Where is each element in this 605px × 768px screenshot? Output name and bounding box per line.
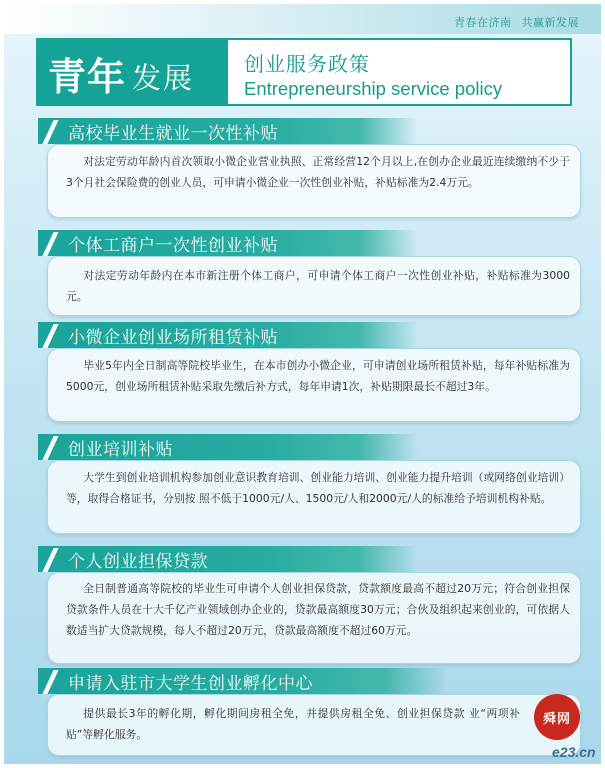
page-title-part-2: 发展	[132, 61, 195, 95]
section-6-title-bar	[38, 668, 448, 694]
header-title-block	[38, 40, 228, 104]
section-3-text: 毕业5年内全日制高等院校毕业生，在本市创办小微企业，可申请创业场所租赁补贴，每年补贴标准为5000元，创业场所租赁补贴采取先缴后补方式，每年申请1次，补贴期限最长不超过3年。	[66, 359, 570, 393]
section-1-title-bar	[38, 118, 418, 144]
slash-icon	[46, 434, 58, 460]
slash-icon	[46, 118, 58, 144]
slogan-part-2: 共赢新发展	[521, 16, 579, 29]
section-4-title: 创业培训补贴	[68, 439, 173, 460]
slash-icon	[46, 668, 58, 694]
header-subtitle-zh: 创业服务政策	[244, 52, 370, 76]
section-6-title: 申请入驻市大学生创业孵化中心	[68, 673, 313, 694]
section-5-body	[47, 572, 581, 664]
section-2-text: 对法定劳动年龄内在本市新注册个体工商户，可申请个体工商户一次性创业补贴，补贴标准为3000元。	[66, 269, 570, 303]
section-4-body	[47, 460, 581, 534]
section-6-text: 提供最长3年的孵化期，孵化期间房租全免，并提供房租全免、创业担保贷款 业“两项补贴”等孵化服务。	[66, 707, 520, 741]
section-1-title: 高校毕业生就业一次性补贴	[68, 123, 278, 144]
section-5-text: 全日制普通高等院校的毕业生可申请个人创业担保贷款，贷款额度最高不超过20万元；符合创业担保贷款条件人员在十大千亿产业领域创办企业的，贷款最高额度30万元；合伙及组织起来创业的，可依据人数适当扩大贷款规模，每人不超过20万元，贷款最高额度不超过60万元。	[66, 582, 570, 637]
slash-icon	[46, 230, 58, 256]
section-4-text: 大学生到创业培训机构参加创业意识教育培训、创业能力培训、创业能力提升培训（或网络创业培训）等，取得合格证书，分别按 照不低于1000元/人、1500元/人和2000元/人的标准给予培训机构补贴。	[66, 471, 570, 505]
section-2-body	[47, 256, 581, 316]
section-3-title: 小微企业创业场所租赁补贴	[68, 327, 278, 348]
page-header	[36, 38, 572, 106]
section-3-title-bar	[38, 322, 418, 348]
section-6-body	[47, 694, 581, 756]
page-title-part-1: 青年	[48, 54, 127, 99]
section-1-text: 对法定劳动年龄内首次领取小微企业营业执照、正常经营12个月以上,在创办企业最近连续缴纳不少于3个月社会保险费的创业人员，可申请小微企业一次性创业补贴，补贴标准为2.4万元。	[66, 155, 570, 189]
section-3-body	[47, 348, 581, 422]
slash-icon	[46, 546, 58, 572]
section-4-title-bar	[38, 434, 418, 460]
seal-icon: 舜网	[534, 694, 580, 740]
section-5-title: 个人创业担保贷款	[68, 551, 208, 572]
poster	[4, 4, 601, 764]
slogan-part-1: 青春在济南	[454, 16, 512, 29]
section-5-title-bar	[38, 546, 418, 572]
slogan	[454, 14, 579, 30]
section-2-title: 个体工商户一次性创业补贴	[68, 235, 278, 256]
header-subtitle-en: Entrepreneurship service policy	[244, 78, 503, 99]
slash-icon	[46, 322, 58, 348]
section-2-title-bar	[38, 230, 418, 256]
watermark-site: e23.cn	[552, 744, 596, 760]
section-1-body	[47, 144, 581, 218]
